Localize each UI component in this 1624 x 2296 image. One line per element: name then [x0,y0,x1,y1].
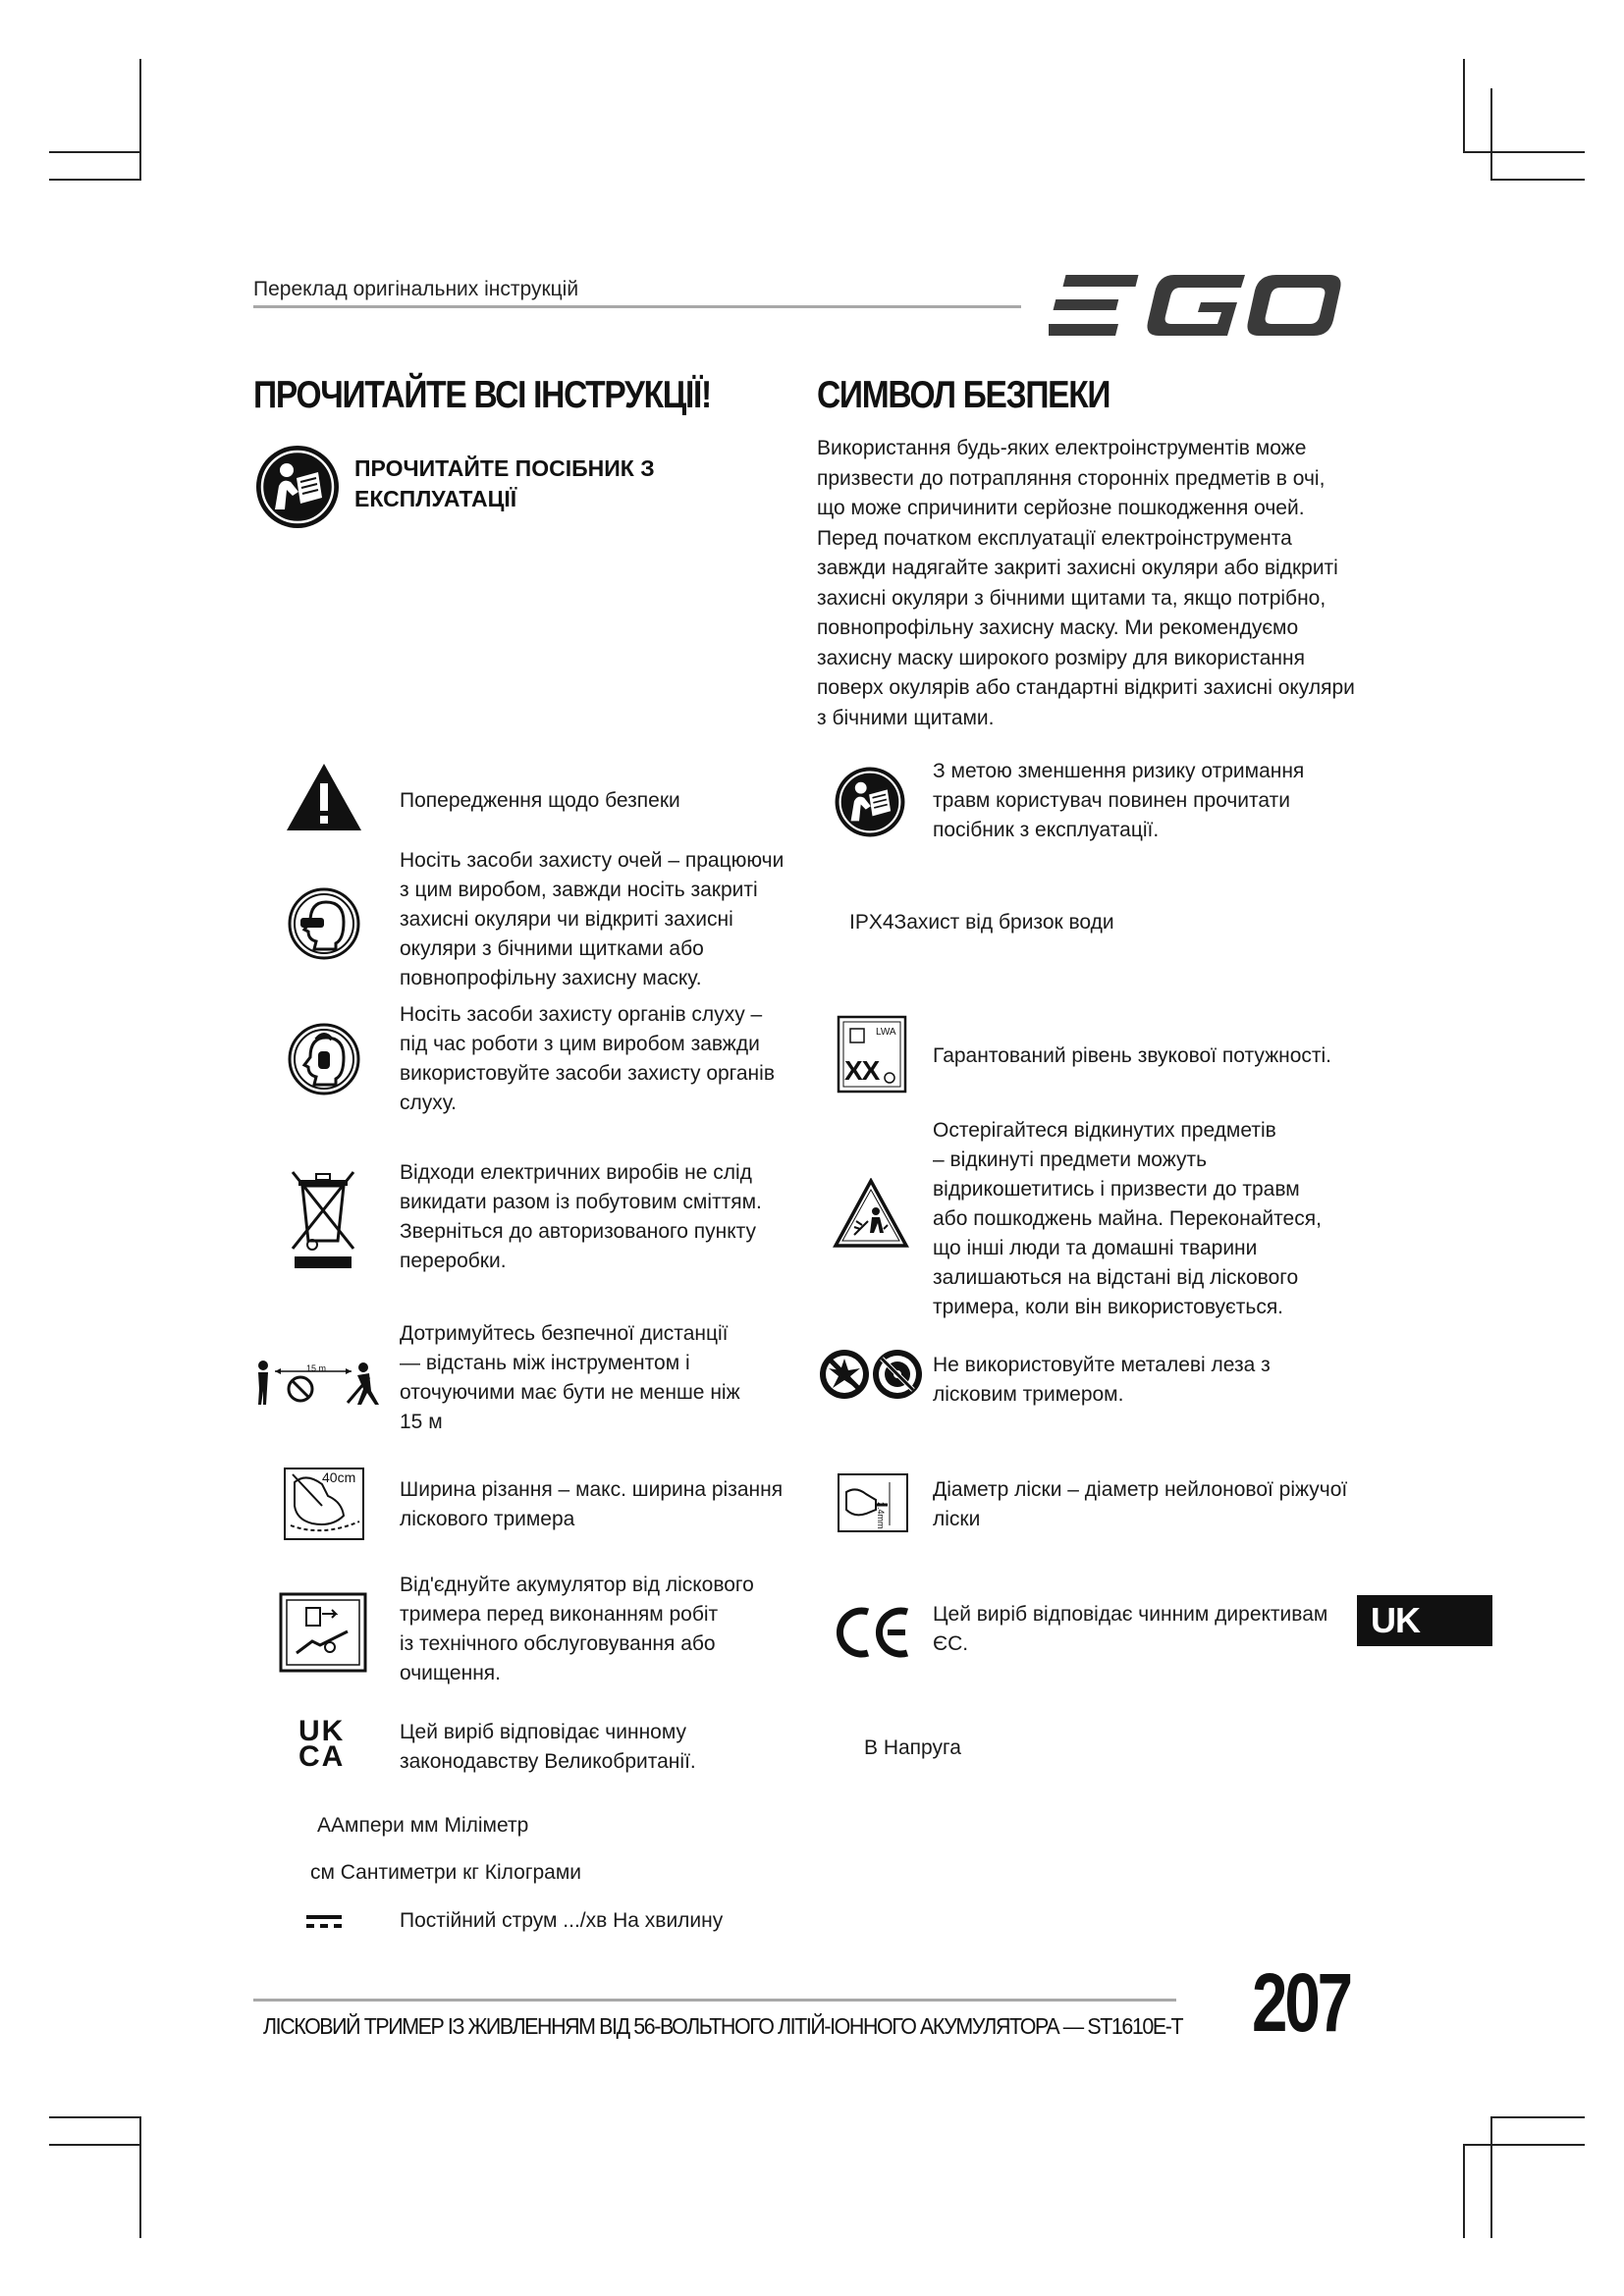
warning-triangle-icon [285,762,363,837]
language-tab-uk: UK [1357,1595,1492,1646]
sound-icon-unit: LWA [876,1027,896,1038]
no-metal-blades-text: Не використовуйте металеві леза з лісковим тримером. [933,1354,1271,1406]
no-metal-blades-icon [819,1347,923,1407]
safety-paragraph: Використання будь-яких електроінструментів може призвести до потрапляння сторонніх предметів в очі, що може спричинити серйозне пошкодження очей. Перед початком експлуатації електроінструмента завжди надягайте закриті захисні окуляри або відкриті захисні окуляри з бічними щитами та, якщо потрібно, повнопрофільну захисну маску. Ми рекомендуємо захисну маску широкого розміру для використання поверх окулярів або стандартні відкриті захисні окуляри з бічними щитами. [817,437,1355,729]
ce-mark-icon [835,1606,913,1664]
safety-symbol-title: СИМВОЛ БЕЗПЕКИ [817,374,1110,416]
ear-protection-text: Носіть засоби захисту органів слуху – під час роботи з цим виробом завжди використовуйте засоби захисту органів слуху. [400,1003,775,1114]
voltage-text: В Напруга [864,1736,961,1759]
safe-distance-text: Дотримуйтесь безпечної дистанції — відстань між інструментом і оточуючими має бути не менше ніж 15 м [400,1322,740,1433]
sound-power-text: Гарантований рівень звукової потужності. [933,1044,1332,1067]
units-line-centimetres: см Сантиметри кг Кілограми [310,1861,582,1884]
ukca-mark-icon: UK CA [298,1715,346,1773]
eye-protection-text: Носіть засоби захисту очей – працюючи з цим виробом, завжди носіть закриті захисні окуляри чи відкриті захисні окуляри з бічними щитками або повнопрофільну захисну маску. [400,849,785,989]
cutting-icon-label: 40cm [322,1469,356,1485]
sound-icon-value: XX [844,1055,880,1086]
eye-protection-icon [287,886,361,966]
page-number: 207 [1252,1956,1350,2049]
units-line-direct-current: Постійний струм .../хв На хвилину [400,1909,724,1932]
distance-icon-label: 15 m [306,1363,327,1373]
disconnect-battery-text: Від'єднуйте акумулятор від ліскового тримера перед виконанням робіт із технічного обслуговування або очищення. [400,1574,754,1684]
line-icon-label: 2.4mm [876,1502,886,1529]
direct-current-icon [306,1914,342,1935]
read-manual-heading: ПРОЧИТАЙТЕ ПОСІБНИК З ЕКСПЛУАТАЦІЇ [354,455,655,511]
cutting-width-text: Ширина різання – макс. ширина різання лiскового тримера [400,1478,784,1530]
line-diameter-text: Діаметр ліски – діаметр нейлонової ріжучої ліски [933,1478,1348,1530]
ce-text: Цей виріб відповідає чинним директивам ЄС. [933,1603,1328,1655]
header-rule [253,305,1021,308]
read-manual-text: З метою зменшення ризику отримання травм користувач повинен прочитати посібник з експлуатації. [933,760,1305,841]
ego-logo [1049,273,1343,343]
weee-bin-icon [289,1166,357,1275]
ukca-text: Цей виріб відповідає чинному законодавству Великобританії. [400,1721,696,1773]
footer-rule [253,1999,1176,2002]
line-diameter-icon [837,1472,909,1538]
weee-text: Відходи електричних виробів не слід викидати разом із побутовим сміттям. Зверніться до авторизованого пункту переробки. [400,1161,762,1272]
warning-text: Попередження щодо безпеки [400,789,680,812]
ear-protection-icon [287,1022,361,1101]
units-line-amperes: ААмпери мм Міліметр [317,1814,529,1837]
read-manual-icon [253,443,342,536]
read-all-instructions-title: ПРОЧИТАЙТЕ ВСІ ІНСТРУКЦІЇ! [253,374,711,416]
disconnect-battery-icon [279,1592,367,1678]
footer-product-title: ЛІСКОВИЙ ТРИМЕР ІЗ ЖИВЛЕННЯМ ВІД 56-ВОЛЬТНОГО ЛІТІЙ-ІОННОГО АКУМУЛЯТОРА — ST1610E-T [263,2013,1183,2039]
thrown-objects-icon [833,1178,909,1254]
read-manual-small-icon [833,765,907,844]
ipx4-text: IPX4Захист від бризок води [849,911,1114,934]
translation-note: Переклад оригінальних інструкцій [253,278,579,300]
thrown-objects-text: Остерігайтеся відкинутих предметів – відкинуті предмети можуть відрикошетитись і призвести до травм або пошкоджень майна. Переконайтеся, що інші люди та домашні тварини залишаються на відстані від ліскового тримера, коли він використовується. [933,1119,1322,1318]
